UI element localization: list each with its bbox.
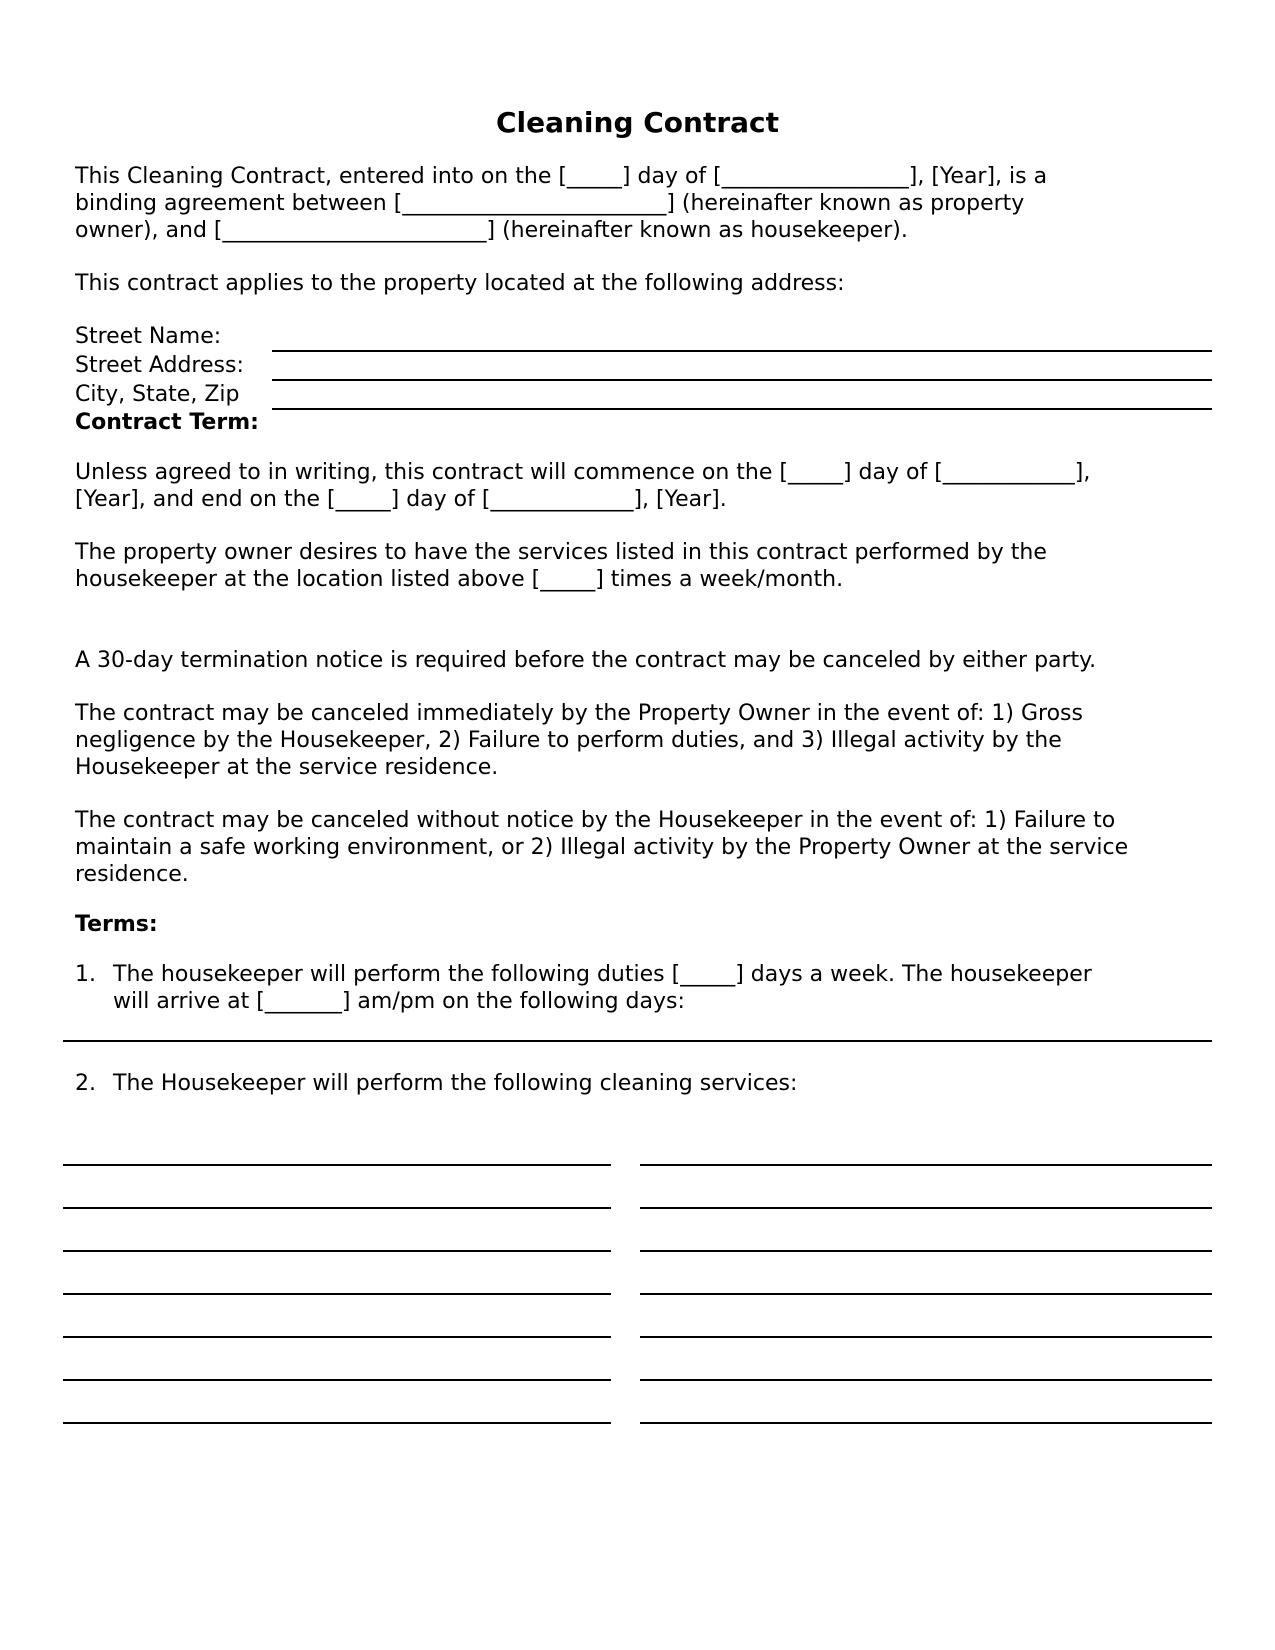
contract-term-line-1: Unless agreed to in writing, this contract will commence on the [_____] day of [____________],	[75, 460, 1091, 485]
street-address-label: Street Address:	[75, 353, 244, 378]
service-field[interactable]	[640, 1379, 1212, 1381]
intro-line-1: This Cleaning Contract, entered into on the [_____] day of [_________________], [Year], is a	[75, 164, 1048, 189]
document-title: Cleaning Contract	[495, 106, 780, 139]
cancel-owner-line-2: negligence by the Housekeeper, 2) Failure to perform duties, and 3) Illegal activity by the	[75, 728, 1062, 753]
service-field[interactable]	[63, 1164, 611, 1166]
service-field[interactable]	[63, 1207, 611, 1209]
service-field[interactable]	[640, 1250, 1212, 1252]
city-state-zip-label: City, State, Zip	[75, 382, 240, 407]
service-field[interactable]	[63, 1250, 611, 1252]
service-field[interactable]	[63, 1336, 611, 1338]
service-field[interactable]	[63, 1379, 611, 1381]
terms-heading: Terms:	[75, 912, 158, 937]
service-field[interactable]	[63, 1422, 611, 1424]
term-1-days-field[interactable]	[63, 1040, 1212, 1042]
services-frequency-line-2: housekeeper at the location listed above [_____] times a week/month.	[75, 567, 844, 592]
service-field[interactable]	[640, 1336, 1212, 1338]
intro-line-2: binding agreement between [________________________] (hereinafter known as property	[75, 191, 1025, 216]
cancel-owner-line-3: Housekeeper at the service residence.	[75, 755, 499, 780]
intro-line-3: owner), and [________________________] (hereinafter known as housekeeper).	[75, 218, 908, 243]
term-2-line-1: The Housekeeper will perform the following cleaning services:	[113, 1071, 798, 1096]
street-name-field[interactable]	[272, 350, 1212, 352]
termination-notice: A 30-day termination notice is required before the contract may be canceled by either party.	[75, 648, 1097, 673]
street-address-field[interactable]	[272, 379, 1212, 381]
cancel-housekeeper-line-1: The contract may be canceled without notice by the Housekeeper in the event of: 1) Failure to	[75, 808, 1116, 833]
contract-term-heading: Contract Term:	[75, 410, 259, 435]
contract-term-line-2: [Year], and end on the [_____] day of [_____________], [Year].	[75, 487, 727, 512]
term-1-line-2: will arrive at [_______] am/pm on the following days:	[113, 989, 685, 1014]
service-field[interactable]	[640, 1164, 1212, 1166]
street-name-label: Street Name:	[75, 324, 222, 349]
term-2-number: 2.	[75, 1071, 96, 1096]
city-state-zip-field[interactable]	[272, 408, 1212, 410]
cancel-owner-line-1: The contract may be canceled immediately by the Property Owner in the event of: 1) Gross	[75, 701, 1083, 726]
service-field[interactable]	[63, 1293, 611, 1295]
service-field[interactable]	[640, 1422, 1212, 1424]
term-1-line-1: The housekeeper will perform the following duties [_____] days a week. The housekeeper	[113, 962, 1092, 987]
service-field[interactable]	[640, 1207, 1212, 1209]
address-intro: This contract applies to the property located at the following address:	[75, 271, 845, 296]
cancel-housekeeper-line-3: residence.	[75, 862, 189, 887]
services-frequency-line-1: The property owner desires to have the services listed in this contract performed by the	[75, 540, 1047, 565]
term-1-number: 1.	[75, 962, 96, 987]
service-field[interactable]	[640, 1293, 1212, 1295]
cancel-housekeeper-line-2: maintain a safe working environment, or 2) Illegal activity by the Property Owner at the service	[75, 835, 1129, 860]
